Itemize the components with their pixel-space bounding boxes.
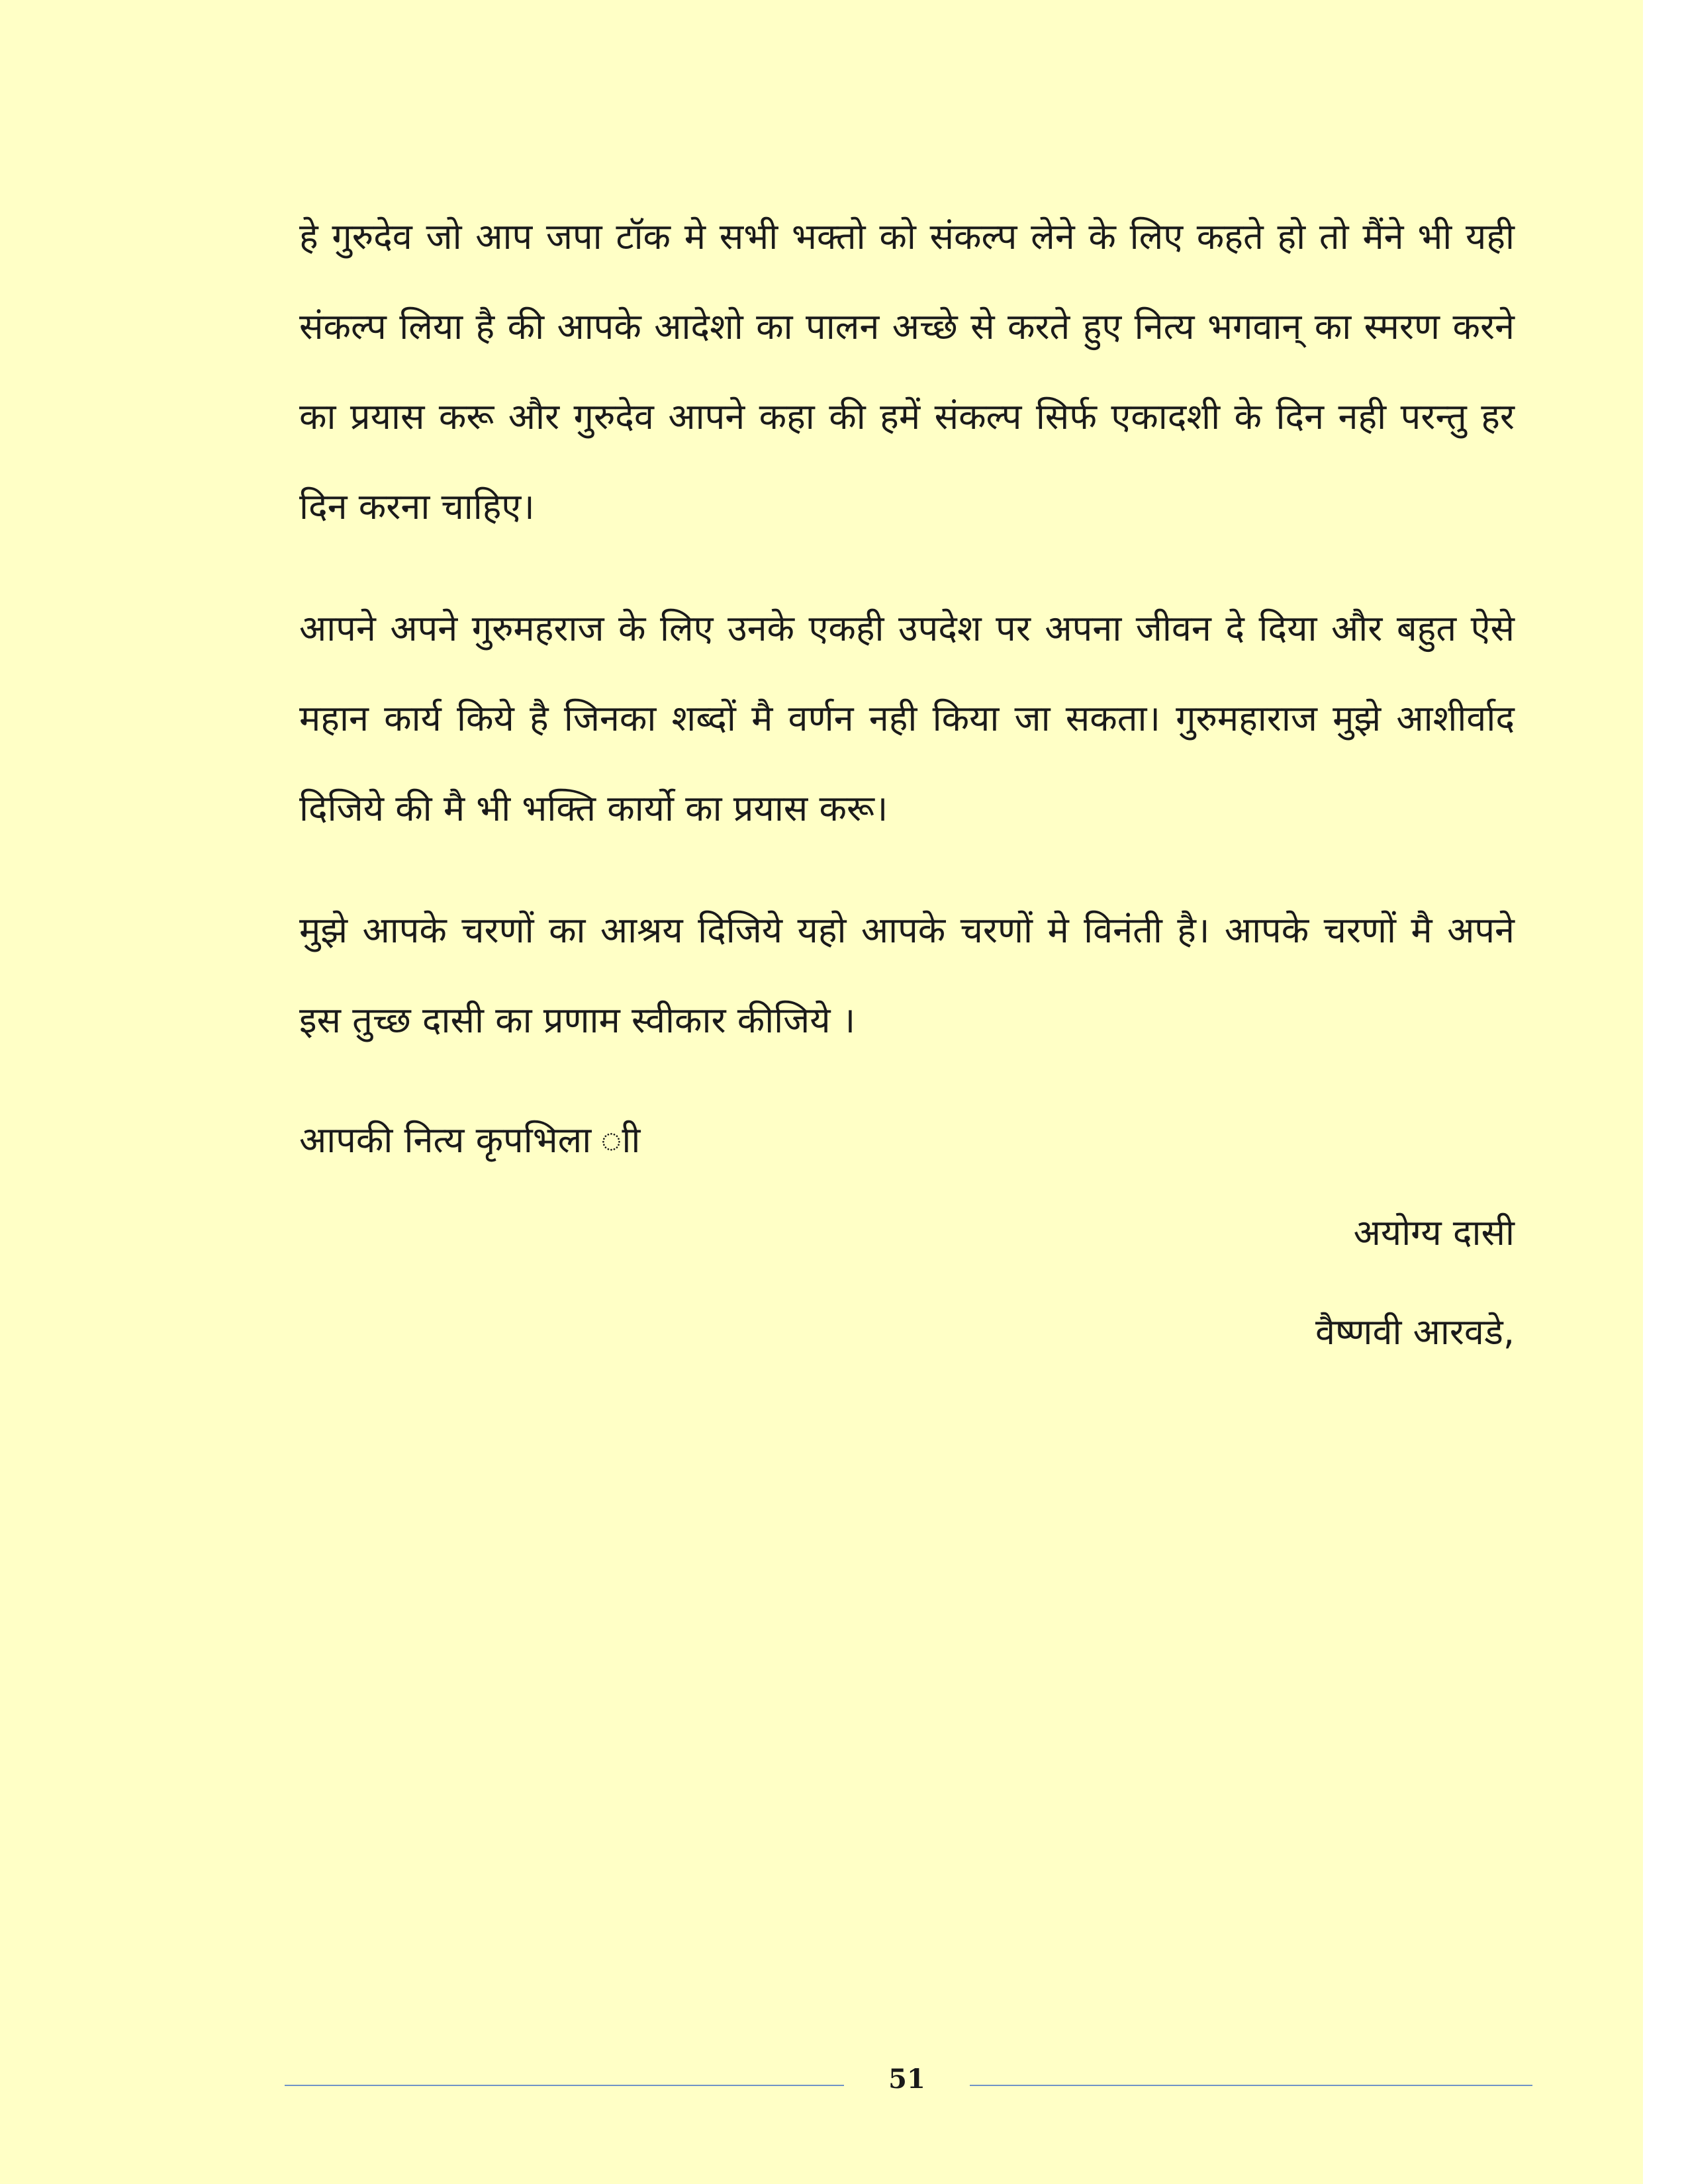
- letter-paragraph-2: आपने अपने गुरुमहराज के लिए उनके एकही उपदेश पर अपना जीवन दे दिया और बहुत ऐसे महान कार्य किये है जिनका शब्दों मै वर्णन नही किया जा सकता। गुरुमहाराज मुझे आशीर्वाद दिजिये की मै भी भक्ति कार्यो का प्रयास करू।: [299, 608, 1515, 829]
- letter-body: [299, 192, 1515, 1382]
- page-margin-strip: [1643, 0, 1688, 2184]
- page-number: 51: [888, 2064, 925, 2095]
- footer-rule-left: [285, 2085, 844, 2086]
- footer-rule-right: [970, 2085, 1532, 2086]
- signature-title: अयोग्य दासी: [1353, 1212, 1515, 1253]
- letter-paragraph-1: हे गुरुदेव जो आप जपा टॉक मे सभी भक्तो को संकल्प लेने के लिए कहते हो तो मैंने भी यही संकल्प लिया है की आपके आदेशो का पालन अच्छे से करते हुए नित्य भगवान् का स्मरण करने का प्रयास करू और गुरुदेव आपने कहा की हमें संकल्प सिर्फ एकादशी के दिन नही परन्तु हर दिन करना चाहिए।: [299, 216, 1515, 527]
- letter-closing: आपकी नित्य कृपभिला ाी: [299, 1119, 641, 1161]
- signature-name: वैष्णवी आरवडे,: [1315, 1311, 1515, 1353]
- letter-paragraph-3: मुझे आपके चरणों का आश्रय दिजिये यहो आपके चरणों मे विनंती है। आपके चरणों मै अपने इस तुच्छ दासी का प्रणाम स्वीकार कीजिये ।: [299, 909, 1515, 1041]
